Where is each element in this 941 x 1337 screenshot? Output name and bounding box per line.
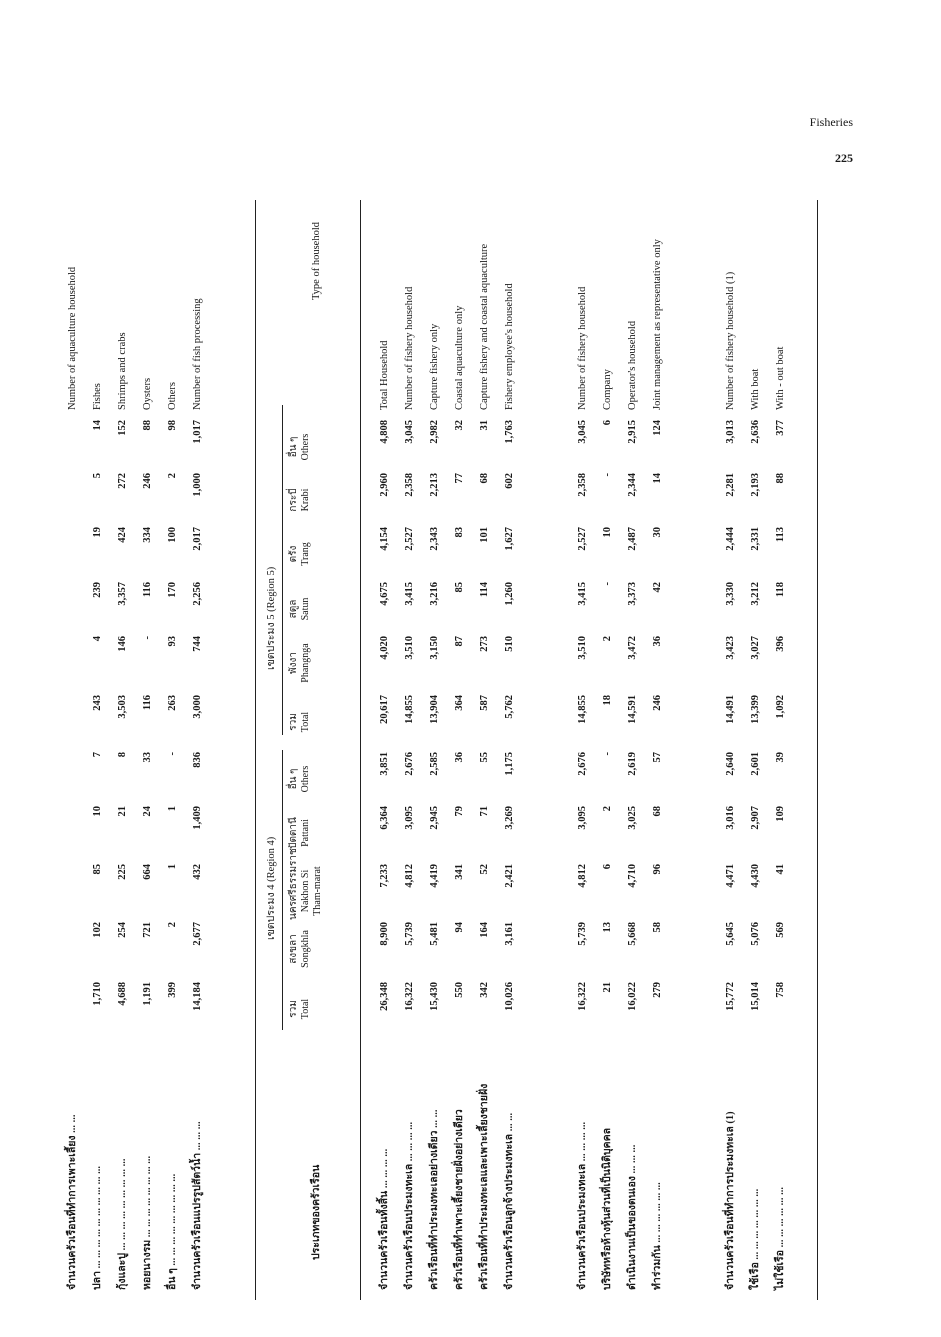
group1-row-0-value: 3,510: [577, 636, 588, 660]
group1-row-1-value: 21: [602, 982, 613, 993]
group2-row-1-value: 2,636: [750, 420, 761, 444]
group2-row-2-value: 41: [775, 864, 786, 875]
column-header-th: อื่น ๆ: [288, 768, 299, 790]
group0-row-4-value: 164: [479, 922, 490, 938]
top-row-3-label-th: หอยนางรม ... ... ... ... ... ... ... ...: [142, 1155, 153, 1290]
group2-row-2-value: 109: [775, 806, 786, 822]
group2-row-2-value: 377: [775, 420, 786, 436]
group0-row-5-label-en: Fishery employee's household: [504, 283, 515, 410]
group1-row-1-value: 13: [602, 922, 613, 933]
group0-row-3-value: 550: [454, 982, 465, 998]
column-header-th: อื่น ๆ: [288, 436, 299, 458]
group1-row-3-value: 14: [652, 473, 663, 484]
column-header-en: Krabi: [300, 488, 311, 512]
group0-row-2-value: 3,216: [429, 582, 440, 606]
group0-row-2-value: 3,150: [429, 636, 440, 660]
group0-row-2-value: 15,430: [429, 982, 440, 1011]
group1-row-2-value: 5,668: [627, 922, 638, 946]
type-header-th: ประเภทของครัวเรือน: [311, 1164, 322, 1260]
group1-row-2-value: 16,022: [627, 982, 638, 1011]
column-header-0: [288, 980, 312, 1038]
group0-row-5-value: 1,763: [504, 420, 515, 444]
group0-row-3-value: 364: [454, 695, 465, 711]
top-row-1-value: 239: [92, 582, 103, 598]
group1-row-1-label-th: บริษัทหรือห้างหุ้นส่วนที่เป็นนิติบุคคล: [602, 1127, 613, 1290]
top-row-3-value: 334: [142, 527, 153, 543]
group0-row-4-value: 273: [479, 636, 490, 652]
top-row-2-label-en: Shrimps and crabs: [117, 332, 128, 410]
group1-row-3-value: 96: [652, 864, 663, 875]
group2-row-0-value: 2,281: [725, 473, 736, 497]
group2-row-0-value: 3,013: [725, 420, 736, 444]
column-header-en: Satun: [300, 597, 311, 621]
group1-row-1-value: 6: [602, 420, 613, 426]
top-row-3-value: -: [142, 636, 153, 640]
group1-row-2-value: 3,373: [627, 582, 638, 606]
column-header-th: สตูล: [288, 599, 299, 619]
group1-row-1-label-en: Company: [602, 369, 613, 410]
group1-row-0-value: 4,812: [577, 864, 588, 888]
top-row-4-value: 399: [167, 982, 178, 998]
group2-row-0-value: 2,444: [725, 527, 736, 551]
top-row-4-value: 98: [167, 420, 178, 431]
group0-row-1-value: 2,527: [404, 527, 415, 551]
column-header-5: [288, 693, 312, 751]
group0-row-2-value: 2,585: [429, 752, 440, 776]
group1-row-0-label-en: Number of fishery household: [577, 286, 588, 410]
group0-row-5-value: 1,627: [504, 527, 515, 551]
group0-row-5-value: 602: [504, 473, 515, 489]
group0-row-1-value: 5,739: [404, 922, 415, 946]
group0-row-4-label-en: Capture fishery and coastal aquaculture: [479, 243, 490, 410]
top-row-4-value: 100: [167, 527, 178, 543]
group0-row-0-value: 3,851: [379, 752, 390, 776]
group0-row-3-value: 87: [454, 636, 465, 647]
group1-row-1-value: -: [602, 582, 613, 586]
column-header-3: [288, 804, 312, 862]
group0-row-5-value: 510: [504, 636, 515, 652]
group0-row-0-value: 2,960: [379, 473, 390, 497]
top-row-4-value: 1: [167, 864, 178, 870]
group0-row-2-label-en: Capture fishery only: [429, 323, 440, 410]
top-row-4-label-en: Others: [167, 382, 178, 410]
group2-row-2-value: 118: [775, 582, 786, 598]
group1-row-0-value: 2,527: [577, 527, 588, 551]
top-row-1-value: 10: [92, 806, 103, 817]
group2-row-2-value: 113: [775, 527, 786, 543]
top-row-1-label-th: ปลา ... ... ... ... ... ... ... ... ... ...: [92, 1166, 103, 1290]
group2-row-1-label-th: ใช้เรือ ... ... ... ... ... ... ...: [750, 1188, 761, 1290]
top-row-1-value: 102: [92, 922, 103, 938]
column-header-8: [288, 525, 312, 583]
group0-row-0-label-en: Total Household: [379, 340, 390, 410]
group0-row-5-value: 2,421: [504, 864, 515, 888]
group0-row-5-label-th: จำนวนครัวเรือนลูกจ้างประมงทะเล ... ...: [504, 1112, 515, 1290]
group2-row-0-value: 14,491: [725, 695, 736, 724]
top-row-4-value: 1: [167, 806, 178, 812]
group1-row-2-value: 3,025: [627, 806, 638, 830]
top-row-5-label-th: จำนวนครัวเรือนแปรรูปสัตว์น้ำ ... ... ...: [192, 1121, 203, 1290]
group0-row-3-label-en: Coastal aquaculture only: [454, 305, 465, 410]
group2-row-2-value: 569: [775, 922, 786, 938]
top-row-1-value: 4: [92, 636, 103, 642]
group0-row-1-value: 2,676: [404, 752, 415, 776]
group1-row-3-value: 246: [652, 695, 663, 711]
region5-header: เขตประมง 5 (Region 5): [266, 566, 277, 670]
top-row-5-value: 14,184: [192, 982, 203, 1011]
top-row-5-value: 1,409: [192, 806, 203, 830]
group2-row-1-value: 3,212: [750, 582, 761, 606]
group1-row-3-value: 30: [652, 527, 663, 538]
top-row-5-value: 1,017: [192, 420, 203, 444]
group2-row-0-label-th: จำนวนครัวเรือนที่ทำการประมงทะเล (1): [725, 1111, 736, 1290]
top-row-5-value: 2,677: [192, 922, 203, 946]
group1-row-0-value: 2,676: [577, 752, 588, 776]
group1-row-3-label-en: Joint management as representative only: [652, 239, 663, 410]
group0-row-4-value: 55: [479, 752, 490, 763]
group1-row-3-value: 42: [652, 582, 663, 593]
rotated-table: [60, 20, 860, 1300]
column-header-th: นครศรีธรรมราช: [288, 848, 299, 920]
region5-underline: [282, 405, 283, 735]
group2-row-1-value: 4,430: [750, 864, 761, 888]
top-row-4-value: 93: [167, 636, 178, 647]
column-header-4: [288, 750, 312, 808]
group0-row-2-value: 2,982: [429, 420, 440, 444]
column-header-en: Phangnga: [300, 643, 311, 683]
group0-row-1-label-th: จำนวนครัวเรือนประมงทะเล ... ... ... ...: [404, 1121, 415, 1290]
top-row-3-value: 88: [142, 420, 153, 431]
group2-row-0-value: 3,016: [725, 806, 736, 830]
top-row-3-value: 116: [142, 695, 153, 711]
group1-row-0-value: 3,415: [577, 582, 588, 606]
top-row-1-value: 85: [92, 864, 103, 875]
column-header-en: Total: [300, 998, 311, 1020]
group2-row-2-label-th: ไม่ใช้เรือ ... ... ... ... ... ...: [775, 1187, 786, 1290]
top-row-4-value: 263: [167, 695, 178, 711]
group0-row-5-value: 3,161: [504, 922, 515, 946]
group1-row-0-value: 16,322: [577, 982, 588, 1011]
group1-row-2-label-en: Operator's household: [627, 320, 638, 410]
column-header-2: [288, 848, 324, 920]
group0-row-2-value: 2,945: [429, 806, 440, 830]
group1-row-2-value: 2,915: [627, 420, 638, 444]
top-row-3-value: 246: [142, 473, 153, 489]
column-header-th: ตรัง: [288, 545, 299, 563]
group0-row-3-value: 83: [454, 527, 465, 538]
group0-row-0-value: 7,233: [379, 864, 390, 888]
group2-row-2-value: 396: [775, 636, 786, 652]
top-row-2-value: 8: [117, 752, 128, 758]
group1-row-2-value: 2,344: [627, 473, 638, 497]
group1-row-2-value: 14,591: [627, 695, 638, 724]
top-row-3-value: 24: [142, 806, 153, 817]
top-row-1-value: 7: [92, 752, 103, 758]
top-row-3-value: 33: [142, 752, 153, 763]
group2-row-0-label-en: Number of fishery household (1): [725, 271, 736, 410]
column-header-1: [288, 920, 312, 978]
column-header-th: รวม: [288, 713, 299, 731]
group0-row-0-value: 4,154: [379, 527, 390, 551]
group2-row-1-value: 2,193: [750, 473, 761, 497]
group2-row-1-value: 2,601: [750, 752, 761, 776]
column-header-en: Trang: [300, 542, 311, 566]
group2-row-0-value: 2,640: [725, 752, 736, 776]
group1-row-0-value: 5,739: [577, 922, 588, 946]
group1-row-2-value: 3,472: [627, 636, 638, 660]
top-row-5-value: 2,017: [192, 527, 203, 551]
group0-row-0-value: 20,617: [379, 695, 390, 724]
group0-row-3-value: 77: [454, 473, 465, 484]
group2-row-1-value: 3,027: [750, 636, 761, 660]
group0-row-5-value: 5,762: [504, 695, 515, 719]
top-row-4-value: -: [167, 752, 178, 756]
top-row-4-value: 2: [167, 922, 178, 928]
group1-row-3-value: 124: [652, 420, 663, 436]
top-row-2-value: 3,357: [117, 582, 128, 606]
column-header-en: Others: [300, 765, 311, 793]
top-row-2-value: 254: [117, 922, 128, 938]
column-header-en: Others: [300, 433, 311, 461]
group2-row-0-value: 5,645: [725, 922, 736, 946]
table-top-rule: [255, 200, 256, 1300]
group2-row-1-value: 2,907: [750, 806, 761, 830]
top-row-0-label-en: Number of aquaculture household: [67, 266, 78, 410]
group0-row-1-value: 3,045: [404, 420, 415, 444]
group2-row-0-value: 3,423: [725, 636, 736, 660]
top-row-2-value: 21: [117, 806, 128, 817]
group0-row-5-value: 3,269: [504, 806, 515, 830]
top-row-3-value: 1,191: [142, 982, 153, 1006]
group0-row-4-value: 342: [479, 982, 490, 998]
group0-row-1-value: 4,812: [404, 864, 415, 888]
group0-row-1-value: 3,510: [404, 636, 415, 660]
group2-row-1-value: 13,399: [750, 695, 761, 724]
group2-row-1-value: 2,331: [750, 527, 761, 551]
group1-row-3-value: 57: [652, 752, 663, 763]
top-row-4-label-th: อื่น ๆ ... ... ... ... ... ... ... ... ...: [167, 1173, 178, 1290]
top-row-5-value: 1,000: [192, 473, 203, 497]
group0-row-3-value: 94: [454, 922, 465, 933]
group0-row-3-value: 341: [454, 864, 465, 880]
top-row-1-value: 14: [92, 420, 103, 431]
group0-row-3-value: 32: [454, 420, 465, 431]
group0-row-3-value: 79: [454, 806, 465, 817]
group0-row-1-value: 16,322: [404, 982, 415, 1011]
column-header-en: Nakhon Si Tham-marat: [300, 866, 323, 916]
top-row-2-value: 272: [117, 473, 128, 489]
top-row-2-value: 4,688: [117, 982, 128, 1006]
group2-row-2-value: 1,092: [775, 695, 786, 719]
group0-row-2-value: 2,343: [429, 527, 440, 551]
group1-row-3-value: 36: [652, 636, 663, 647]
top-row-5-label-en: Number of fish processing: [192, 298, 203, 410]
group2-row-1-value: 5,076: [750, 922, 761, 946]
column-header-7: [288, 580, 312, 638]
group0-row-0-label-th: จำนวนครัวเรือนทั้งสิ้น ... ... ... ...: [379, 1148, 390, 1290]
group0-row-5-value: 1,175: [504, 752, 515, 776]
group1-row-2-value: 2,487: [627, 527, 638, 551]
group1-row-3-value: 58: [652, 922, 663, 933]
group0-row-3-value: 85: [454, 582, 465, 593]
group2-row-2-label-en: With - out boat: [775, 346, 786, 410]
column-header-th: พังงา: [288, 652, 299, 674]
header-bottom-rule: [360, 200, 361, 1300]
column-header-6: [288, 634, 312, 692]
top-row-2-value: 225: [117, 864, 128, 880]
top-row-5-value: 432: [192, 864, 203, 880]
top-row-5-value: 744: [192, 636, 203, 652]
top-row-2-label-th: กุ้งและปู ... ... ... ... ... ... ... ... ...: [117, 1158, 128, 1290]
group0-row-0-value: 6,364: [379, 806, 390, 830]
group1-row-1-value: -: [602, 473, 613, 477]
group0-row-2-value: 2,213: [429, 473, 440, 497]
group1-row-1-value: 6: [602, 864, 613, 870]
group0-row-2-value: 5,481: [429, 922, 440, 946]
group1-row-1-value: 18: [602, 695, 613, 706]
group0-row-2-value: 4,419: [429, 864, 440, 888]
top-row-5-value: 2,256: [192, 582, 203, 606]
top-row-2-value: 424: [117, 527, 128, 543]
group0-row-3-value: 36: [454, 752, 465, 763]
group1-row-1-value: 2: [602, 806, 613, 812]
group1-row-1-value: 2: [602, 636, 613, 642]
region4-underline: [282, 750, 283, 1030]
top-row-5-value: 3,000: [192, 695, 203, 719]
group1-row-3-value: 279: [652, 982, 663, 998]
top-row-2-value: 3,503: [117, 695, 128, 719]
group0-row-3-label-th: ครัวเรือนที่ทำเพาะเลี้ยงชายฝั่งอย่างเดียว: [454, 1109, 465, 1290]
table-bottom-rule: [817, 200, 818, 1300]
group0-row-4-value: 52: [479, 864, 490, 875]
group0-row-1-value: 3,095: [404, 806, 415, 830]
group0-row-0-value: 4,808: [379, 420, 390, 444]
top-row-4-value: 170: [167, 582, 178, 598]
group1-row-0-value: 3,045: [577, 420, 588, 444]
group1-row-0-value: 3,095: [577, 806, 588, 830]
group1-row-3-value: 68: [652, 806, 663, 817]
column-header-9: [288, 471, 312, 529]
type-header-en: Type of household: [311, 221, 322, 300]
top-row-5-value: 836: [192, 752, 203, 768]
top-row-3-value: 116: [142, 582, 153, 598]
group0-row-2-value: 13,904: [429, 695, 440, 724]
column-header-en: Pattani: [300, 819, 311, 847]
group1-row-0-label-th: จำนวนครัวเรือนประมงทะเล ... ... ... ...: [577, 1121, 588, 1290]
top-row-1-value: 19: [92, 527, 103, 538]
region4-header: เขตประมง 4 (Region 4): [266, 836, 277, 940]
column-header-en: Total: [300, 711, 311, 733]
group0-row-2-label-th: ครัวเรือนที่ทำประมงทะเลอย่างเดียว ... ...: [429, 1109, 440, 1290]
group2-row-2-value: 39: [775, 752, 786, 763]
column-header-en: Songkhla: [300, 930, 311, 968]
group0-row-1-label-en: Number of fishery household: [404, 286, 415, 410]
group0-row-0-value: 4,675: [379, 582, 390, 606]
top-row-2-value: 152: [117, 420, 128, 436]
group2-row-2-value: 88: [775, 473, 786, 484]
group0-row-5-value: 10,026: [504, 982, 515, 1011]
group2-row-1-label-en: With boat: [750, 368, 761, 410]
column-header-th: สงขลา: [288, 934, 299, 964]
page-number: 225: [835, 151, 853, 165]
group0-row-4-value: 587: [479, 695, 490, 711]
column-header-10: [288, 418, 312, 476]
section-title: Fisheries: [809, 115, 853, 129]
group1-row-3-label-th: ทำร่วมกัน ... ... ... ... ... ...: [652, 1182, 663, 1290]
top-row-1-value: 5: [92, 473, 103, 479]
group1-row-2-value: 4,710: [627, 864, 638, 888]
group0-row-4-value: 31: [479, 420, 490, 431]
top-row-3-label-en: Oysters: [142, 377, 153, 410]
group1-row-0-value: 14,855: [577, 695, 588, 724]
group2-row-0-value: 15,772: [725, 982, 736, 1011]
group0-row-1-value: 14,855: [404, 695, 415, 724]
group1-row-2-value: 2,619: [627, 752, 638, 776]
group0-row-5-value: 1,260: [504, 582, 515, 606]
group0-row-4-value: 68: [479, 473, 490, 484]
column-header-th: กระบี่: [288, 488, 299, 512]
group0-row-4-value: 101: [479, 527, 490, 543]
group1-row-1-value: 10: [602, 527, 613, 538]
top-row-4-value: 2: [167, 473, 178, 479]
group0-row-0-value: 4,020: [379, 636, 390, 660]
group1-row-2-label-th: ดำเนินงานเป็นของตนเอง ... ... ...: [627, 1144, 638, 1290]
top-row-1-value: 243: [92, 695, 103, 711]
top-row-1-label-en: Fishes: [92, 383, 103, 410]
top-row-1-value: 1,710: [92, 982, 103, 1006]
group0-row-1-value: 3,415: [404, 582, 415, 606]
group1-row-0-value: 2,358: [577, 473, 588, 497]
top-row-3-value: 721: [142, 922, 153, 938]
group0-row-4-value: 114: [479, 582, 490, 598]
group2-row-0-value: 3,330: [725, 582, 736, 606]
group0-row-4-label-th: ครัวเรือนที่ทำประมงทะเลและเพาะเลี้ยงชายฝั่ง: [479, 1083, 490, 1290]
column-header-th: ปัตตานี: [288, 817, 299, 849]
top-row-2-value: 146: [117, 636, 128, 652]
group0-row-0-value: 8,900: [379, 922, 390, 946]
group1-row-1-value: -: [602, 752, 613, 756]
group2-row-1-value: 15,014: [750, 982, 761, 1011]
group0-row-4-value: 71: [479, 806, 490, 817]
group2-row-0-value: 4,471: [725, 864, 736, 888]
top-row-0-label-th: จำนวนครัวเรือนที่ทำการเพาะเลี้ยง ... ...: [67, 1114, 78, 1290]
group0-row-0-value: 26,348: [379, 982, 390, 1011]
group0-row-1-value: 2,358: [404, 473, 415, 497]
top-row-3-value: 664: [142, 864, 153, 880]
group2-row-2-value: 758: [775, 982, 786, 998]
column-header-th: รวม: [288, 1000, 299, 1018]
